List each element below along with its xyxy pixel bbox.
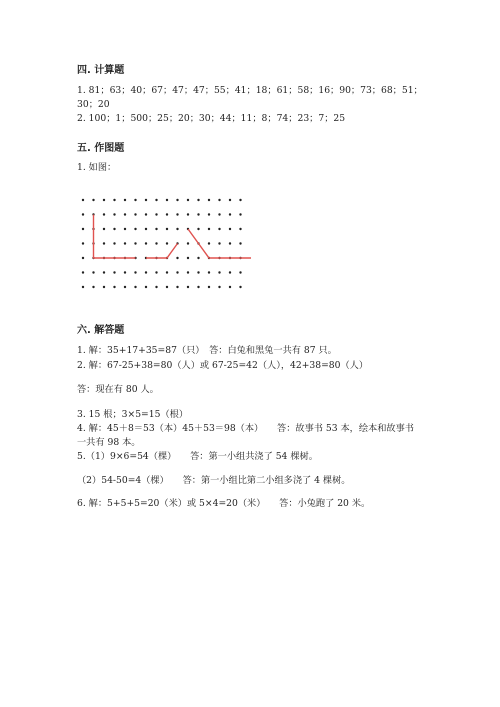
grid-dot xyxy=(176,199,178,201)
grid-dot xyxy=(82,257,84,259)
grid-dot xyxy=(92,199,94,201)
grid-dots xyxy=(82,199,242,288)
grid-dot xyxy=(187,271,189,273)
calc-answers-line-1: 1. 81；63；40；67；47；47；55；41；18；61；58；16；90；73；68；51； xyxy=(77,85,423,96)
grid-dot xyxy=(208,213,210,215)
drawn-shapes xyxy=(94,215,252,259)
answer-4: 4. 解：45＋8＝53（本）45＋53＝98（本） 答：故事书 53 本，绘本和故事书 xyxy=(77,423,414,434)
grid-dot xyxy=(239,286,241,288)
grid-dot xyxy=(218,228,220,230)
answer-2-conclusion: 答：现在有 80 人。 xyxy=(77,384,159,395)
grid-dot xyxy=(176,257,178,259)
grid-dot xyxy=(155,228,157,230)
grid-dot xyxy=(229,271,231,273)
grid-dot xyxy=(197,228,199,230)
calc-answers-line-2: 2. 100；1；500；25；20；30；44；11；8；74；23；7；25 xyxy=(77,113,346,124)
grid-dot xyxy=(82,199,84,201)
grid-dot xyxy=(145,242,147,244)
grid-dot xyxy=(155,286,157,288)
answer-5-part-1: 5.（1）9×6=54（棵） 答：第一小组共浇了 54 棵树。 xyxy=(77,451,318,462)
grid-dot xyxy=(187,213,189,215)
grid-dot xyxy=(145,213,147,215)
answer-4-cont: 一共有 98 本。 xyxy=(77,437,141,448)
grid-dot xyxy=(197,213,199,215)
grid-dot xyxy=(229,199,231,201)
grid-dot xyxy=(197,257,199,259)
shape-l-corner xyxy=(94,215,136,259)
grid-dot xyxy=(145,286,147,288)
answer-6: 6. 解：5+5+5=20（米）或 5×4=20（米） 答：小兔跑了 20 米。 xyxy=(77,498,371,509)
grid-dot xyxy=(239,199,241,201)
grid-dot xyxy=(92,271,94,273)
grid-dot xyxy=(208,286,210,288)
grid-dot xyxy=(145,199,147,201)
grid-dot xyxy=(113,286,115,288)
grid-dot xyxy=(155,213,157,215)
grid-dot xyxy=(239,228,241,230)
grid-dot xyxy=(124,286,126,288)
grid-dot xyxy=(145,228,147,230)
grid-dot xyxy=(124,242,126,244)
grid-dot xyxy=(82,228,84,230)
grid-dot xyxy=(103,286,105,288)
grid-dot xyxy=(218,271,220,273)
answer-1: 1. 解：35+17+35=87（只） 答：白兔和黑兔一共有 87 只。 xyxy=(77,345,337,356)
grid-dot xyxy=(166,271,168,273)
grid-dot xyxy=(145,271,147,273)
grid-dot xyxy=(113,213,115,215)
grid-dot xyxy=(82,286,84,288)
grid-dot xyxy=(176,286,178,288)
drawing-answer-label: 1. 如图： xyxy=(77,162,117,173)
grid-dot xyxy=(166,199,168,201)
answer-3: 3. 15 根；3×5=15（根） xyxy=(77,409,189,420)
grid-dot xyxy=(218,213,220,215)
grid-dot xyxy=(176,271,178,273)
grid-dot xyxy=(92,286,94,288)
grid-dot xyxy=(82,213,84,215)
grid-dot xyxy=(239,242,241,244)
grid-dot xyxy=(82,242,84,244)
grid-dot xyxy=(103,199,105,201)
grid-dot xyxy=(166,213,168,215)
grid-dot xyxy=(229,213,231,215)
grid-dot xyxy=(113,271,115,273)
grid-dot xyxy=(134,199,136,201)
grid-dot xyxy=(134,213,136,215)
grid-dot xyxy=(197,271,199,273)
grid-dot xyxy=(229,242,231,244)
grid-dot xyxy=(187,286,189,288)
grid-dot xyxy=(134,242,136,244)
grid-dot xyxy=(134,286,136,288)
grid-dot xyxy=(166,286,168,288)
section-6-heading: 六. 解答题 xyxy=(77,325,125,336)
grid-dot xyxy=(113,228,115,230)
grid-dot xyxy=(124,199,126,201)
grid-dot xyxy=(124,271,126,273)
grid-dot xyxy=(176,228,178,230)
grid-dot xyxy=(187,257,189,259)
grid-dot xyxy=(103,228,105,230)
grid-dot xyxy=(155,271,157,273)
grid-dot xyxy=(208,228,210,230)
grid-dot xyxy=(208,242,210,244)
grid-dot xyxy=(113,199,115,201)
grid-dot xyxy=(155,242,157,244)
grid-dot xyxy=(82,271,84,273)
grid-dot xyxy=(187,242,189,244)
shape-slant-line xyxy=(146,244,178,259)
calc-answers-line-1-cont: 30；20 xyxy=(77,99,110,110)
grid-dot xyxy=(166,242,168,244)
grid-dot xyxy=(197,199,199,201)
grid-dot xyxy=(155,199,157,201)
grid-dot xyxy=(134,271,136,273)
dot-grid-figure xyxy=(78,195,258,295)
grid-dot xyxy=(218,286,220,288)
grid-dot xyxy=(103,213,105,215)
grid-dot xyxy=(239,271,241,273)
grid-dot xyxy=(218,199,220,201)
grid-dot xyxy=(229,228,231,230)
grid-dot xyxy=(124,228,126,230)
section-4-heading: 四. 计算题 xyxy=(77,65,125,76)
grid-dot xyxy=(218,242,220,244)
grid-dot xyxy=(176,213,178,215)
grid-dot xyxy=(103,242,105,244)
grid-dot xyxy=(103,271,105,273)
answer-2: 2. 解：67-25+38=80（人）或 67-25=42（人），42+38=80（人） xyxy=(77,360,369,371)
answer-5-part-2: （2）54-50=4（棵） 答：第一小组比第二小组多浇了 4 棵树。 xyxy=(77,475,351,486)
grid-dot xyxy=(239,213,241,215)
grid-dot xyxy=(187,199,189,201)
grid-dot xyxy=(113,242,115,244)
grid-dot xyxy=(166,228,168,230)
grid-dot xyxy=(208,271,210,273)
grid-dot xyxy=(134,228,136,230)
grid-dot xyxy=(229,286,231,288)
grid-dot xyxy=(197,286,199,288)
section-5-heading: 五. 作图题 xyxy=(77,143,125,154)
grid-dot xyxy=(208,199,210,201)
grid-dot xyxy=(124,213,126,215)
